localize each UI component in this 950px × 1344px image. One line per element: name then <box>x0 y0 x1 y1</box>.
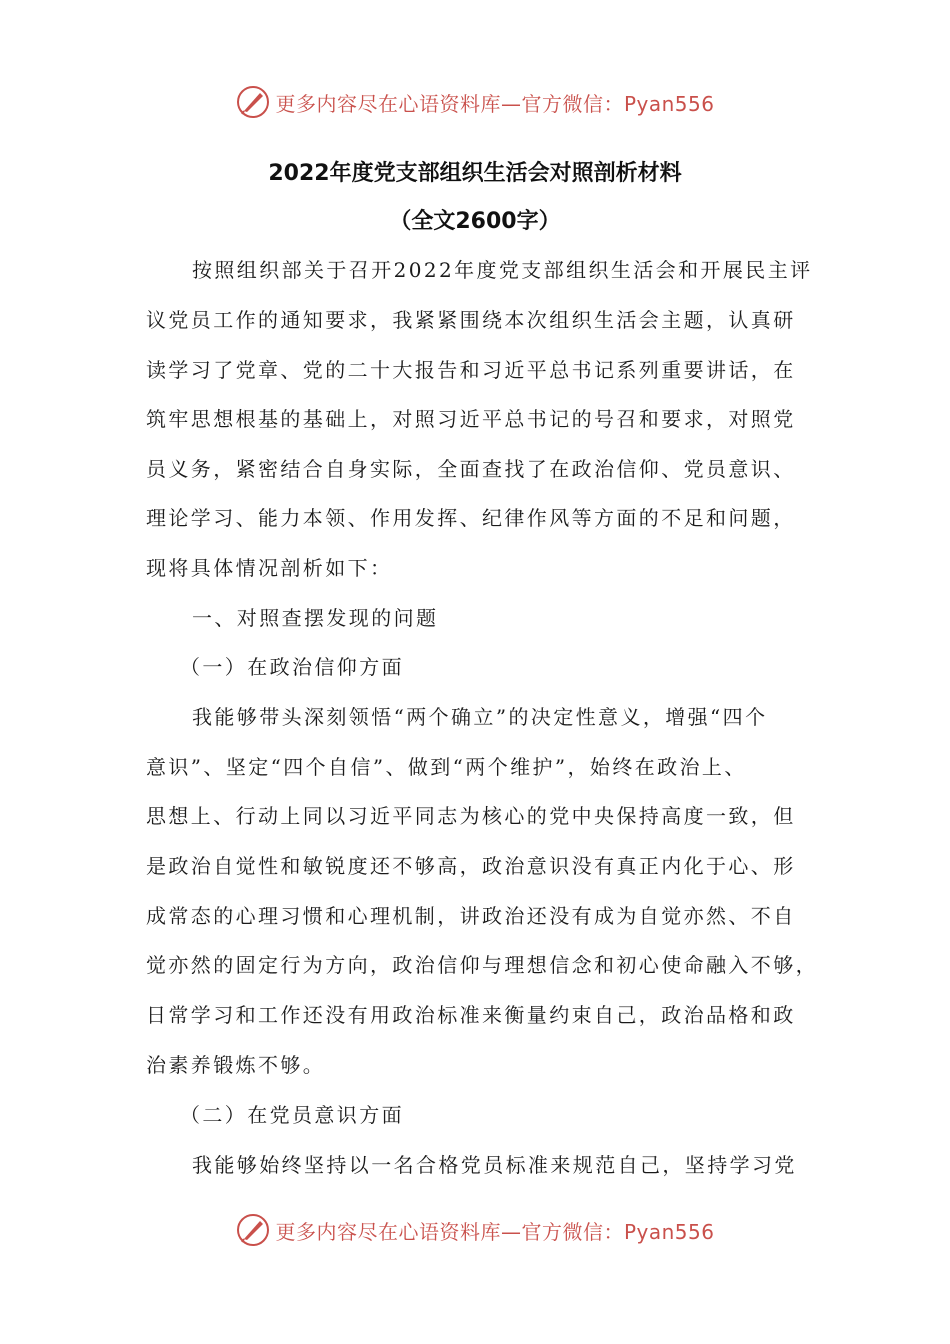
header-watermark-banner <box>0 82 950 122</box>
text-line: 思想上、行动上同以习近平同志为核心的党中央保持高度一致，但 <box>146 804 796 828</box>
document-subtitle: （全文2600字） <box>389 209 561 234</box>
text-line: 议党员工作的通知要求，我紧紧围绕本次组织生活会主题，认真研 <box>146 308 796 332</box>
text-line: 我能够带头深刻领悟“两个确立”的决定性意义，增强“四个 <box>192 705 768 729</box>
text-line: 理论学习、能力本领、作用发挥、纪律作风等方面的不足和问题， <box>146 506 796 530</box>
text-line: 日常学习和工作还没有用政治标准来衡量约束自己，政治品格和政 <box>146 1003 796 1027</box>
quill-pen-logo-icon <box>235 84 271 120</box>
footer-watermark-banner <box>0 1210 950 1250</box>
text-line: 成常态的心理习惯和心理机制，讲政治还没有成为自觉亦然、不自 <box>146 904 796 928</box>
text-line: 觉亦然的固定行为方向，政治信仰与理想信念和初心使命融入不够， <box>146 953 818 977</box>
document-title: 2022年度党支部组织生活会对照剖析材料 <box>268 161 682 186</box>
text-line: 读学习了党章、党的二十大报告和习近平总书记系列重要讲话，在 <box>146 358 796 382</box>
text-line: 治素养锻炼不够。 <box>146 1053 326 1077</box>
text-line: 我能够始终坚持以一名合格党员标准来规范自己，坚持学习党 <box>192 1153 797 1177</box>
text-line: 现将具体情况剖析如下： <box>146 556 393 580</box>
banner-text: 更多内容尽在心语资料库—官方微信：Pyan556 <box>275 91 715 116</box>
section-heading: 一、对照查摆发现的问题 <box>192 606 439 630</box>
subsection-heading: （一）在政治信仰方面 <box>180 655 404 679</box>
banner-text: 更多内容尽在心语资料库—官方微信：Pyan556 <box>275 1219 715 1244</box>
text-line: 按照组织部关于召开2022年度党支部组织生活会和开展民主评 <box>192 258 813 282</box>
text-line: 员义务，紧密结合自身实际，全面查找了在政治信仰、党员意识、 <box>146 457 796 481</box>
subsection-heading: （二）在党员意识方面 <box>180 1103 404 1127</box>
text-line: 筑牢思想根基的基础上，对照习近平总书记的号召和要求，对照党 <box>146 407 796 431</box>
text-line: 意识”、坚定“四个自信”、做到“两个维护”，始终在政治上、 <box>146 755 747 779</box>
quill-pen-logo-icon <box>235 1212 271 1248</box>
text-line: 是政治自觉性和敏锐度还不够高，政治意识没有真正内化于心、形 <box>146 854 796 878</box>
